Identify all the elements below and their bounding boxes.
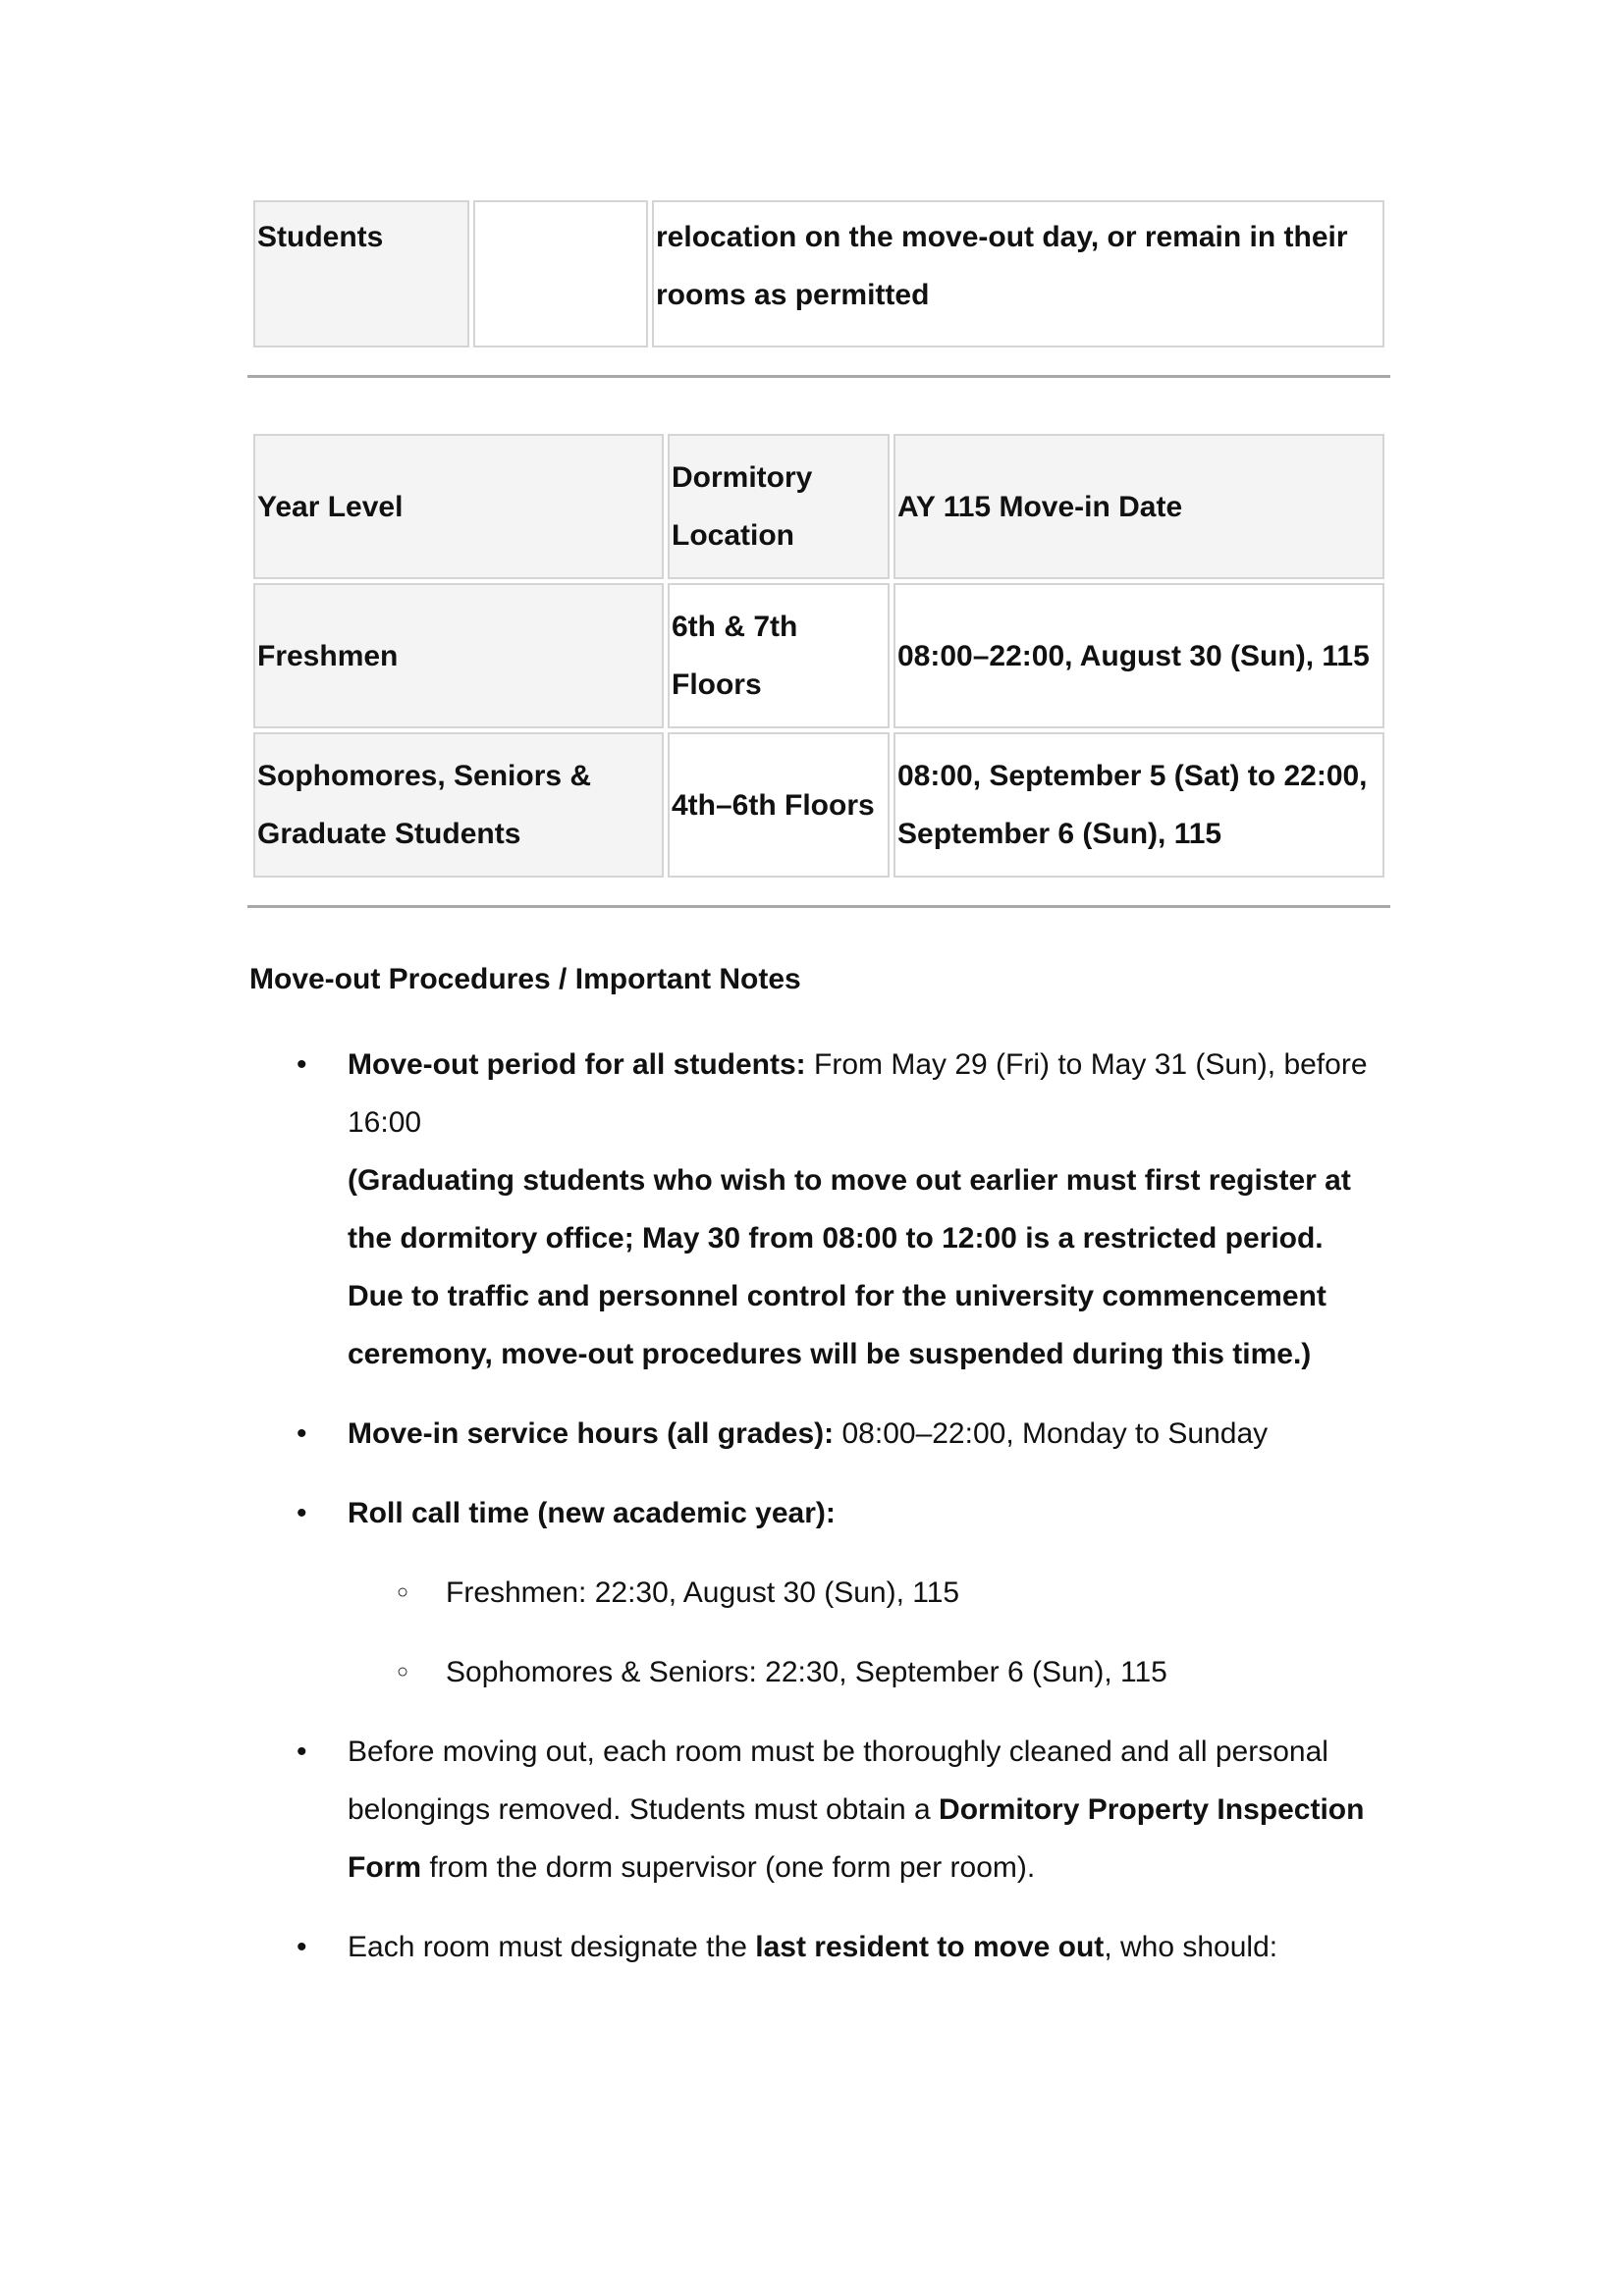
list-item <box>249 1918 1379 1976</box>
table-cell: relocation on the move-out day, or remain in their rooms as permitted <box>652 200 1384 347</box>
table-cell: 08:00–22:00, August 30 (Sun), 115 <box>893 583 1384 728</box>
table-cell: Freshmen <box>253 583 664 728</box>
table-cell: 4th–6th Floors <box>668 732 890 878</box>
divider <box>247 905 1390 908</box>
item-note: (Graduating students who wish to move out earlier must first register at the dormitory office; May 30 from 08:00 to 12:00 is a restricted period. Due to traffic and personnel control for the university commencement ceremony, move-out procedures will be suspended during this time.) <box>348 1164 1351 1370</box>
table-cell: Sophomores, Seniors & Graduate Students <box>253 732 664 878</box>
table-cell: 08:00, September 5 (Sat) to 22:00, September 6 (Sun), 115 <box>893 732 1384 878</box>
list-item <box>249 1484 1379 1701</box>
divider <box>247 375 1390 378</box>
sub-list-item: ○ Freshmen: 22:30, August 30 (Sun), 115 <box>348 1564 1379 1622</box>
table-row <box>253 732 1384 878</box>
item-text: Each room must designate the <box>348 1931 756 1963</box>
column-header-move-in-date: AY 115 Move-in Date <box>893 434 1384 579</box>
sub-list-item: ○ Sophomores & Seniors: 22:30, September 6 (Sun), 115 <box>348 1643 1379 1701</box>
list-item <box>249 1036 1379 1383</box>
item-bold-label: Roll call time (new academic year): <box>348 1497 836 1529</box>
item-text: From May 29 (Fri) to May 31 (Sun), before 16:00 <box>348 1048 1368 1139</box>
item-bold-label: Move-in service hours (all grades): <box>348 1417 835 1450</box>
notes-list <box>249 1036 1379 1998</box>
column-header-dormitory-location: Dormitory Location <box>668 434 890 579</box>
item-bold-term: last resident to move out <box>755 1931 1105 1963</box>
list-item <box>249 1723 1379 1896</box>
continued-table <box>249 196 1388 351</box>
item-text: Before moving out, each room must be thoroughly cleaned and all personal belongings removed. Students must obtain a <box>348 1735 1328 1826</box>
table-header-row <box>253 434 1384 579</box>
column-header-year-level: Year Level <box>253 434 664 579</box>
item-text: 08:00–22:00, Monday to Sunday <box>834 1417 1269 1450</box>
table-cell: Students <box>253 200 469 347</box>
table-row <box>253 583 1384 728</box>
item-text: from the dorm supervisor (one form per room). <box>421 1851 1036 1884</box>
move-in-table <box>249 430 1388 881</box>
table-cell <box>473 200 648 347</box>
sub-list <box>348 1564 1379 1701</box>
item-bold-term: Dormitory Property Inspection Form <box>348 1793 1365 1884</box>
table-cell: 6th & 7th Floors <box>668 583 890 728</box>
section-heading: Move-out Procedures / Important Notes <box>249 963 801 995</box>
table-row <box>253 200 1384 347</box>
item-text: , who should: <box>1104 1931 1278 1963</box>
item-bold-label: Move-out period for all students: <box>348 1048 806 1081</box>
list-item <box>249 1405 1379 1463</box>
